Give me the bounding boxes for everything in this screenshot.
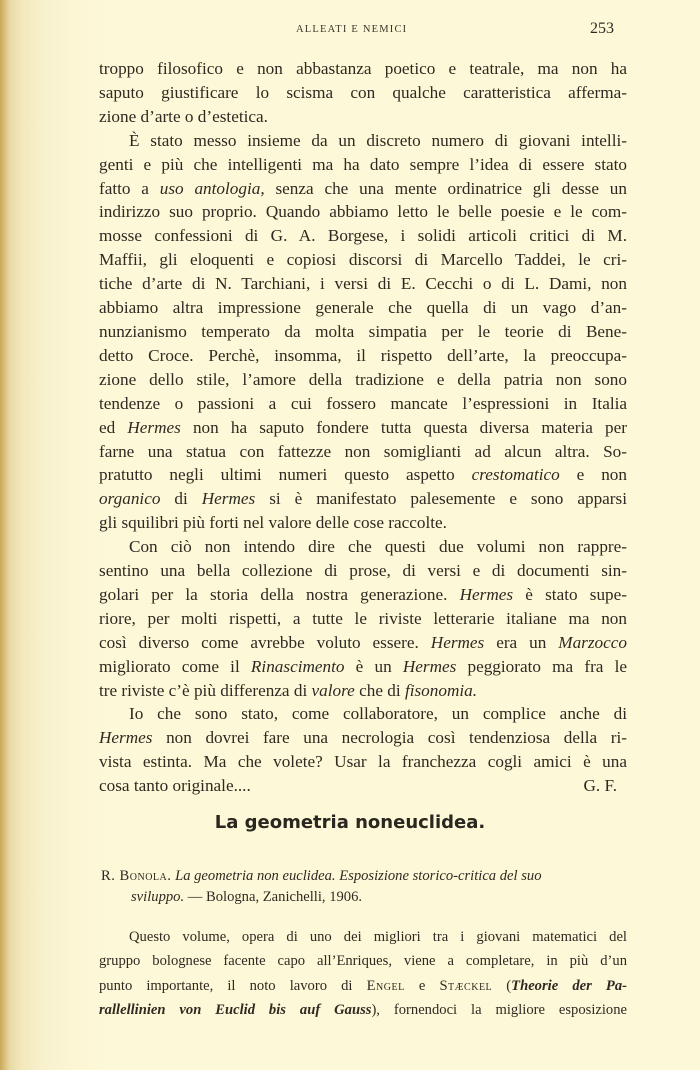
text-run: senza che una mente ordinatrice gli desse un bbox=[264, 178, 627, 198]
text-line: zione d’arte o d’estetica. bbox=[99, 106, 268, 126]
text-line: vista estinta. Ma che volete? Usar la franchezza cogli amici è una bbox=[99, 752, 627, 772]
citation-title: La geometria non euclidea. Esposizione storico-critica del suo bbox=[175, 868, 542, 884]
text-run: si è manifestato palesemente e sono apparsi bbox=[255, 489, 627, 509]
text-line: riore, per molti rispetti, a tutte le riviste letterarie italiane ma non bbox=[99, 608, 627, 628]
text-run: non dovrei fare una necrologia così tendenziosa della ri- bbox=[152, 728, 627, 748]
paragraph bbox=[99, 535, 627, 702]
text-run: e non bbox=[559, 465, 627, 485]
work-title: rallellinien von Euclid bis auf Gauss bbox=[99, 1001, 372, 1018]
text-line bbox=[99, 974, 627, 998]
citation-title-continued: sviluppo. bbox=[131, 889, 185, 905]
text-line: Maffii, gli eloquenti e copiosi discorsi di Marcello Taddei, le cri- bbox=[99, 250, 627, 270]
text-run: era un bbox=[484, 632, 559, 652]
text-line: gli squilibri più forti nel valore delle cose raccolte. bbox=[99, 513, 447, 533]
bibliographic-citation bbox=[101, 866, 627, 908]
text-run: ), fornendoci la migliore esposizione bbox=[371, 1001, 627, 1018]
text-run: pratutto negli ultimi numeri questo aspetto bbox=[99, 465, 472, 485]
citation-publication: — Bologna, Zanichelli, 1906. bbox=[184, 889, 363, 905]
text-line bbox=[99, 177, 627, 201]
text-line: sentino una bella collezione di prose, di versi e di documenti sin- bbox=[99, 561, 627, 581]
text-line: saputo giustificare lo scisma con qualche caratteristica afferma- bbox=[99, 82, 627, 102]
author-name: Stæckel bbox=[439, 977, 493, 994]
text-line: genti e più che intelligenti ma ha dato sempre l’idea di essere stato bbox=[99, 154, 627, 174]
text-run: che di bbox=[354, 680, 405, 700]
text-run: è un bbox=[344, 656, 403, 676]
text-run: fatto a bbox=[99, 178, 160, 198]
text-run: tre riviste c’è più differenza di bbox=[99, 680, 312, 700]
text-line: nunzianismo temperato da molta simpatia per le teorie di Bene- bbox=[99, 321, 627, 341]
text-run: così diverso come avrebbe voluto essere. bbox=[99, 632, 431, 652]
text-run: golari per la storia della nostra generazione. bbox=[99, 584, 460, 604]
text-line: tiche d’arte di N. Tarchiani, i versi di E. Cecchi o di L. Dami, non bbox=[99, 274, 627, 294]
italic-phrase: Hermes bbox=[127, 417, 181, 437]
italic-phrase: Hermes bbox=[201, 489, 256, 509]
italic-phrase: Hermes bbox=[99, 728, 153, 748]
text-line bbox=[99, 726, 627, 750]
text-run: e bbox=[404, 977, 440, 994]
italic-phrase: Rinascimento bbox=[250, 656, 345, 676]
italic-phrase: crestomatico bbox=[471, 465, 560, 485]
text-line: Io che sono stato, come collaboratore, un complice anche di bbox=[129, 704, 627, 724]
text-line: tendenze o passioni a cui fossero mancate l’espressioni in Italia bbox=[99, 393, 627, 413]
text-line: detto Croce. Perchè, insomma, il rispetto dell’arte, la preoccupa- bbox=[99, 345, 627, 365]
text-line: zione dello stile, l’amore della tradizione e della patria non sono bbox=[99, 369, 627, 389]
text-line bbox=[99, 416, 627, 440]
italic-phrase: Hermes bbox=[459, 584, 514, 604]
text-line: Con ciò non intendo dire che questi due volumi non rappre- bbox=[129, 537, 627, 557]
italic-phrase: uso antologia, bbox=[159, 178, 265, 198]
text-run: peggiorato ma fra le bbox=[456, 656, 628, 676]
text-run: ( bbox=[492, 977, 512, 994]
text-line bbox=[99, 583, 627, 607]
italic-phrase: valore bbox=[311, 680, 355, 700]
text-line bbox=[99, 487, 627, 511]
closing-line bbox=[99, 774, 627, 798]
italic-phrase: Hermes bbox=[430, 632, 485, 652]
text-run: ed bbox=[99, 417, 128, 437]
italic-phrase: Marzocco bbox=[558, 632, 627, 652]
text-line bbox=[99, 463, 627, 487]
paragraph bbox=[99, 702, 627, 798]
citation-author: R. Bonola. bbox=[101, 868, 172, 884]
citation-line bbox=[101, 866, 627, 887]
italic-phrase: organico bbox=[99, 489, 161, 509]
work-title: Theorie der Pa- bbox=[511, 977, 627, 994]
text-line: Questo volume, opera di uno dei migliori tra i giovani matematici del bbox=[129, 929, 627, 945]
text-line: gruppo bolognese facente capo all’Enriques, viene a completare, in più d’un bbox=[99, 953, 627, 970]
author-name: Engel bbox=[366, 977, 405, 994]
text-run: migliorato come il bbox=[99, 656, 251, 676]
paragraph bbox=[99, 129, 627, 535]
text-run: di bbox=[160, 489, 202, 509]
text-line bbox=[99, 655, 627, 679]
text-line: farne una statua con fattezze non somiglianti ad alcun altra. So- bbox=[99, 441, 627, 461]
text-line: troppo filosofico e non abbastanza poetico e teatrale, ma non ha bbox=[99, 59, 627, 78]
review-body bbox=[99, 925, 627, 1022]
text-line bbox=[99, 631, 627, 655]
text-run: è stato supe- bbox=[513, 584, 627, 604]
text-line: mosse confessioni di G. A. Borgese, i solidi articoli critici di M. bbox=[99, 226, 627, 246]
text-line bbox=[99, 679, 627, 703]
text-run: punto importante, il noto lavoro di bbox=[99, 977, 367, 994]
running-title: ALLEATI E NEMICI bbox=[296, 24, 408, 35]
italic-phrase: Hermes bbox=[402, 656, 457, 676]
article-body bbox=[99, 57, 627, 798]
author-signature: G. F. bbox=[583, 776, 617, 796]
section-heading: La geometria noneuclidea. bbox=[214, 812, 486, 833]
citation-line bbox=[101, 887, 627, 908]
text-line: indirizzo suo proprio. Quando abbiamo letto le belle poesie e le com- bbox=[99, 202, 627, 222]
paragraph-continuation bbox=[99, 57, 627, 129]
text-line: È stato messo insieme da un discreto numero di giovani intelli- bbox=[129, 130, 627, 150]
italic-phrase: fisonomia. bbox=[404, 680, 478, 700]
text-line: abbiamo altra impressione generale che quella di un vago d’an- bbox=[99, 298, 627, 318]
text-run: non ha saputo fondere tutta questa diversa materia per bbox=[180, 417, 627, 437]
text-line bbox=[99, 998, 627, 1022]
page-number: 253 bbox=[590, 20, 614, 37]
text-run: cosa tanto originale.... bbox=[99, 776, 251, 796]
running-header bbox=[0, 20, 700, 40]
